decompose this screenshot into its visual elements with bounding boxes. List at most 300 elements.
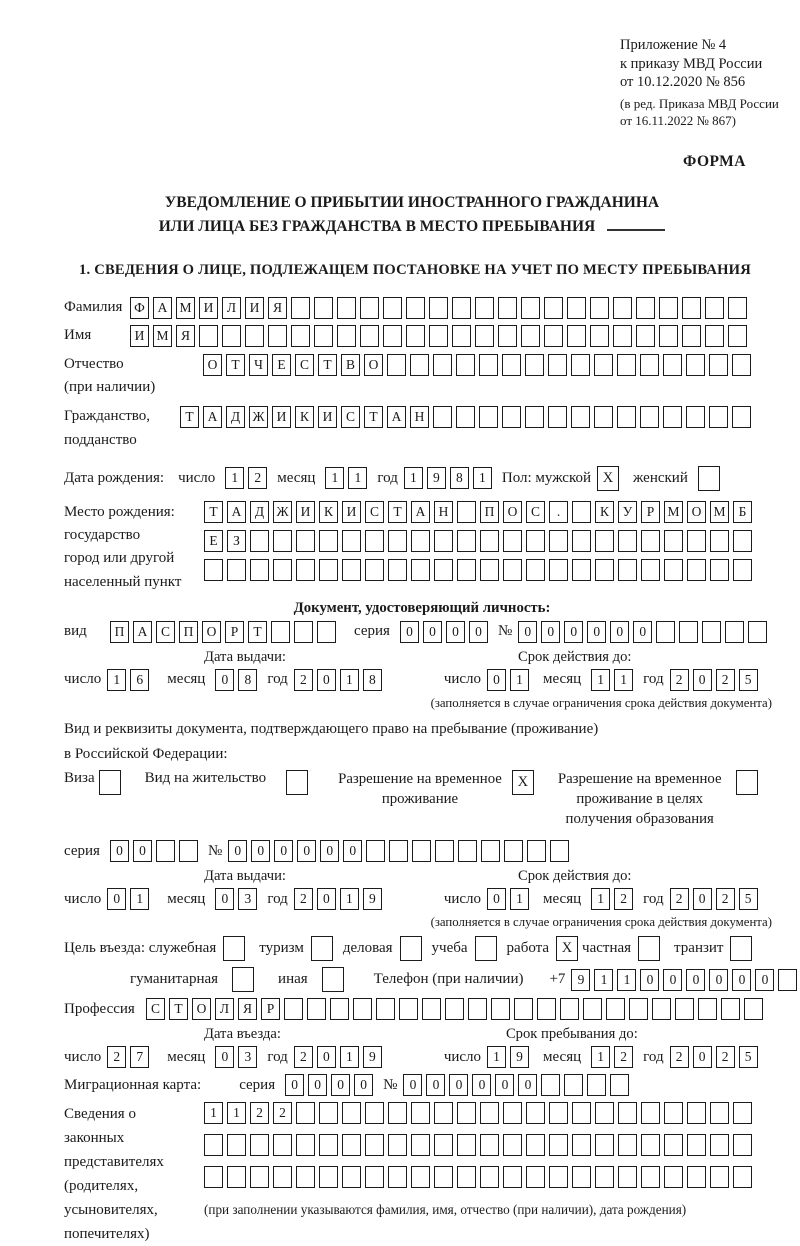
form-cell[interactable]: 0 xyxy=(308,1074,327,1096)
form-cell[interactable] xyxy=(548,406,567,428)
form-cell[interactable] xyxy=(456,354,475,376)
form-cell[interactable] xyxy=(406,297,425,319)
form-cell[interactable] xyxy=(342,1134,361,1156)
form-cell[interactable] xyxy=(686,406,705,428)
form-cell[interactable] xyxy=(250,1134,269,1156)
form-cell[interactable] xyxy=(387,354,406,376)
form-cell[interactable] xyxy=(572,530,591,552)
form-cell[interactable] xyxy=(314,297,333,319)
form-cell[interactable] xyxy=(475,297,494,319)
form-cell[interactable] xyxy=(525,406,544,428)
form-cell[interactable] xyxy=(629,998,648,1020)
form-cell[interactable]: 1 xyxy=(225,467,244,489)
form-cell[interactable]: 2 xyxy=(248,467,267,489)
form-cell[interactable]: В xyxy=(341,354,360,376)
form-cell[interactable]: 2 xyxy=(273,1102,292,1124)
form-cell[interactable]: 0 xyxy=(354,1074,373,1096)
form-cell[interactable]: 0 xyxy=(446,621,465,643)
form-cell[interactable] xyxy=(526,1166,545,1188)
form-cell[interactable] xyxy=(595,1102,614,1124)
form-cell[interactable] xyxy=(702,621,721,643)
form-cell[interactable] xyxy=(640,354,659,376)
form-cell[interactable] xyxy=(525,354,544,376)
form-cell[interactable]: 9 xyxy=(363,1046,382,1068)
form-cell[interactable] xyxy=(502,354,521,376)
form-cell[interactable] xyxy=(572,1102,591,1124)
form-cell[interactable] xyxy=(709,406,728,428)
form-cell[interactable]: 0 xyxy=(686,969,705,991)
form-cell[interactable] xyxy=(748,621,767,643)
form-cell[interactable] xyxy=(656,621,675,643)
form-cell[interactable] xyxy=(271,621,290,643)
form-cell[interactable] xyxy=(613,297,632,319)
form-cell[interactable]: Ч xyxy=(249,354,268,376)
form-cell[interactable]: 1 xyxy=(348,467,367,489)
form-cell[interactable] xyxy=(204,559,223,581)
form-cell[interactable]: 0 xyxy=(449,1074,468,1096)
form-cell[interactable]: Е xyxy=(204,530,223,552)
form-cell[interactable] xyxy=(541,1074,560,1096)
form-cell[interactable]: . xyxy=(549,501,568,523)
form-cell[interactable] xyxy=(640,406,659,428)
form-cell[interactable] xyxy=(322,967,344,992)
form-cell[interactable] xyxy=(273,1134,292,1156)
form-cell[interactable] xyxy=(411,1102,430,1124)
form-cell[interactable]: 0 xyxy=(487,888,506,910)
form-cell[interactable]: X xyxy=(556,936,578,961)
form-cell[interactable]: И xyxy=(296,501,315,523)
form-cell[interactable]: 1 xyxy=(487,1046,506,1068)
form-cell[interactable] xyxy=(733,1166,752,1188)
form-cell[interactable] xyxy=(521,325,540,347)
form-cell[interactable]: К xyxy=(295,406,314,428)
form-cell[interactable]: 0 xyxy=(343,840,362,862)
form-cell[interactable] xyxy=(434,1166,453,1188)
form-cell[interactable] xyxy=(250,559,269,581)
form-cell[interactable] xyxy=(273,559,292,581)
form-cell[interactable] xyxy=(457,559,476,581)
form-cell[interactable] xyxy=(613,325,632,347)
form-cell[interactable] xyxy=(590,297,609,319)
form-cell[interactable] xyxy=(457,530,476,552)
form-cell[interactable] xyxy=(618,1134,637,1156)
form-cell[interactable]: 0 xyxy=(487,669,506,691)
form-cell[interactable] xyxy=(503,1166,522,1188)
form-cell[interactable] xyxy=(365,1134,384,1156)
form-cell[interactable] xyxy=(376,998,395,1020)
form-cell[interactable] xyxy=(411,559,430,581)
form-cell[interactable]: 1 xyxy=(404,467,423,489)
form-cell[interactable] xyxy=(560,998,579,1020)
form-cell[interactable]: 0 xyxy=(633,621,652,643)
form-cell[interactable] xyxy=(411,530,430,552)
form-cell[interactable]: 0 xyxy=(610,621,629,643)
form-cell[interactable]: 0 xyxy=(709,969,728,991)
form-cell[interactable]: М xyxy=(176,297,195,319)
form-cell[interactable] xyxy=(475,936,497,961)
form-cell[interactable] xyxy=(710,559,729,581)
form-cell[interactable]: 0 xyxy=(541,621,560,643)
form-cell[interactable] xyxy=(400,936,422,961)
form-cell[interactable]: 0 xyxy=(400,621,419,643)
form-cell[interactable]: 0 xyxy=(317,669,336,691)
form-cell[interactable]: 0 xyxy=(320,840,339,862)
form-cell[interactable]: С xyxy=(365,501,384,523)
form-cell[interactable] xyxy=(406,325,425,347)
form-cell[interactable]: 2 xyxy=(294,1046,313,1068)
form-cell[interactable]: 0 xyxy=(518,1074,537,1096)
form-cell[interactable] xyxy=(296,559,315,581)
form-cell[interactable]: 0 xyxy=(693,669,712,691)
form-cell[interactable]: 0 xyxy=(215,669,234,691)
form-cell[interactable] xyxy=(456,406,475,428)
form-cell[interactable]: А xyxy=(203,406,222,428)
form-cell[interactable]: 2 xyxy=(670,888,689,910)
form-cell[interactable]: 9 xyxy=(571,969,590,991)
form-cell[interactable] xyxy=(319,559,338,581)
form-cell[interactable]: З xyxy=(227,530,246,552)
form-cell[interactable]: И xyxy=(130,325,149,347)
form-cell[interactable] xyxy=(682,325,701,347)
form-cell[interactable]: 0 xyxy=(317,888,336,910)
form-cell[interactable] xyxy=(365,1166,384,1188)
form-cell[interactable] xyxy=(296,1102,315,1124)
form-cell[interactable]: Т xyxy=(318,354,337,376)
form-cell[interactable] xyxy=(687,530,706,552)
form-cell[interactable] xyxy=(342,1102,361,1124)
form-cell[interactable]: 0 xyxy=(693,1046,712,1068)
form-cell[interactable] xyxy=(617,406,636,428)
form-cell[interactable]: И xyxy=(342,501,361,523)
form-cell[interactable] xyxy=(709,354,728,376)
form-cell[interactable]: 1 xyxy=(591,669,610,691)
form-cell[interactable] xyxy=(204,1134,223,1156)
form-cell[interactable]: 2 xyxy=(670,1046,689,1068)
form-cell[interactable]: Я xyxy=(238,998,257,1020)
form-cell[interactable] xyxy=(365,559,384,581)
form-cell[interactable]: 1 xyxy=(107,669,126,691)
form-cell[interactable]: 9 xyxy=(363,888,382,910)
form-cell[interactable]: А xyxy=(153,297,172,319)
form-cell[interactable] xyxy=(617,354,636,376)
form-cell[interactable]: А xyxy=(411,501,430,523)
form-cell[interactable] xyxy=(412,840,431,862)
form-cell[interactable] xyxy=(399,998,418,1020)
form-cell[interactable]: 0 xyxy=(564,621,583,643)
form-cell[interactable] xyxy=(705,325,724,347)
form-cell[interactable] xyxy=(682,297,701,319)
form-cell[interactable] xyxy=(728,297,747,319)
form-cell[interactable] xyxy=(468,998,487,1020)
form-cell[interactable]: 7 xyxy=(130,1046,149,1068)
form-cell[interactable] xyxy=(572,1134,591,1156)
form-cell[interactable] xyxy=(527,840,546,862)
form-cell[interactable] xyxy=(587,1074,606,1096)
form-cell[interactable] xyxy=(663,354,682,376)
form-cell[interactable]: 5 xyxy=(739,669,758,691)
form-cell[interactable] xyxy=(572,501,591,523)
form-cell[interactable]: С xyxy=(526,501,545,523)
form-cell[interactable] xyxy=(429,297,448,319)
form-cell[interactable] xyxy=(319,1102,338,1124)
form-cell[interactable]: 1 xyxy=(614,669,633,691)
form-cell[interactable] xyxy=(664,559,683,581)
form-cell[interactable] xyxy=(342,1166,361,1188)
form-cell[interactable] xyxy=(204,1166,223,1188)
form-cell[interactable] xyxy=(595,530,614,552)
form-cell[interactable]: С xyxy=(341,406,360,428)
form-cell[interactable] xyxy=(360,325,379,347)
form-cell[interactable]: П xyxy=(179,621,198,643)
form-cell[interactable]: 1 xyxy=(130,888,149,910)
form-cell[interactable]: 0 xyxy=(331,1074,350,1096)
form-cell[interactable] xyxy=(319,530,338,552)
form-cell[interactable]: М xyxy=(710,501,729,523)
form-cell[interactable]: Ж xyxy=(273,501,292,523)
form-cell[interactable] xyxy=(549,559,568,581)
form-cell[interactable] xyxy=(618,1102,637,1124)
form-cell[interactable] xyxy=(268,325,287,347)
form-cell[interactable]: С xyxy=(295,354,314,376)
form-cell[interactable] xyxy=(286,770,308,795)
form-cell[interactable] xyxy=(388,1166,407,1188)
form-cell[interactable] xyxy=(314,325,333,347)
form-cell[interactable] xyxy=(778,969,797,991)
form-cell[interactable] xyxy=(480,1166,499,1188)
form-cell[interactable] xyxy=(686,354,705,376)
form-cell[interactable] xyxy=(311,936,333,961)
form-cell[interactable]: 1 xyxy=(591,888,610,910)
form-cell[interactable] xyxy=(503,530,522,552)
form-cell[interactable]: Н xyxy=(410,406,429,428)
form-cell[interactable] xyxy=(687,1134,706,1156)
form-cell[interactable] xyxy=(728,325,747,347)
form-cell[interactable] xyxy=(526,1134,545,1156)
form-cell[interactable] xyxy=(330,998,349,1020)
form-cell[interactable] xyxy=(296,1134,315,1156)
form-cell[interactable]: 2 xyxy=(670,669,689,691)
form-cell[interactable]: У xyxy=(618,501,637,523)
form-cell[interactable] xyxy=(564,1074,583,1096)
form-cell[interactable]: 9 xyxy=(510,1046,529,1068)
form-cell[interactable] xyxy=(434,1134,453,1156)
form-cell[interactable] xyxy=(549,1102,568,1124)
form-cell[interactable] xyxy=(687,1166,706,1188)
form-cell[interactable]: С xyxy=(146,998,165,1020)
form-cell[interactable] xyxy=(434,530,453,552)
form-cell[interactable]: О xyxy=(203,354,222,376)
form-cell[interactable] xyxy=(610,1074,629,1096)
form-cell[interactable] xyxy=(223,936,245,961)
form-cell[interactable]: 1 xyxy=(340,669,359,691)
form-cell[interactable] xyxy=(433,354,452,376)
form-cell[interactable]: 6 xyxy=(130,669,149,691)
form-cell[interactable] xyxy=(732,354,751,376)
form-cell[interactable]: 5 xyxy=(739,1046,758,1068)
form-cell[interactable]: М xyxy=(664,501,683,523)
form-cell[interactable]: 0 xyxy=(251,840,270,862)
form-cell[interactable]: 1 xyxy=(510,888,529,910)
form-cell[interactable]: Т xyxy=(204,501,223,523)
form-cell[interactable] xyxy=(179,840,198,862)
form-cell[interactable] xyxy=(457,501,476,523)
form-cell[interactable] xyxy=(710,1134,729,1156)
form-cell[interactable] xyxy=(571,354,590,376)
form-cell[interactable] xyxy=(721,998,740,1020)
form-cell[interactable] xyxy=(663,406,682,428)
form-cell[interactable]: 1 xyxy=(473,467,492,489)
form-cell[interactable] xyxy=(549,530,568,552)
form-cell[interactable] xyxy=(652,998,671,1020)
form-cell[interactable] xyxy=(641,559,660,581)
form-cell[interactable] xyxy=(227,559,246,581)
form-cell[interactable] xyxy=(618,530,637,552)
form-cell[interactable]: И xyxy=(318,406,337,428)
form-cell[interactable]: Т xyxy=(169,998,188,1020)
form-cell[interactable]: 2 xyxy=(250,1102,269,1124)
form-cell[interactable] xyxy=(388,1134,407,1156)
form-cell[interactable] xyxy=(664,1166,683,1188)
form-cell[interactable]: 8 xyxy=(450,467,469,489)
form-cell[interactable] xyxy=(296,1166,315,1188)
form-cell[interactable]: 0 xyxy=(587,621,606,643)
form-cell[interactable]: 2 xyxy=(294,669,313,691)
form-cell[interactable]: Л xyxy=(222,297,241,319)
form-cell[interactable]: X xyxy=(597,466,619,491)
form-cell[interactable]: 0 xyxy=(215,1046,234,1068)
form-cell[interactable] xyxy=(733,559,752,581)
form-cell[interactable] xyxy=(457,1134,476,1156)
form-cell[interactable]: 2 xyxy=(716,888,735,910)
form-cell[interactable] xyxy=(537,998,556,1020)
form-cell[interactable] xyxy=(433,406,452,428)
form-cell[interactable] xyxy=(733,1102,752,1124)
form-cell[interactable] xyxy=(366,840,385,862)
form-cell[interactable] xyxy=(526,1102,545,1124)
form-cell[interactable] xyxy=(544,325,563,347)
form-cell[interactable] xyxy=(595,559,614,581)
form-cell[interactable]: 1 xyxy=(594,969,613,991)
form-cell[interactable] xyxy=(307,998,326,1020)
form-cell[interactable] xyxy=(641,530,660,552)
form-cell[interactable] xyxy=(675,998,694,1020)
form-cell[interactable] xyxy=(638,936,660,961)
form-cell[interactable]: А xyxy=(133,621,152,643)
form-cell[interactable] xyxy=(296,530,315,552)
form-cell[interactable]: Ж xyxy=(249,406,268,428)
form-cell[interactable]: Р xyxy=(261,998,280,1020)
form-cell[interactable] xyxy=(659,297,678,319)
form-cell[interactable] xyxy=(291,325,310,347)
form-cell[interactable]: 0 xyxy=(215,888,234,910)
form-cell[interactable]: 0 xyxy=(297,840,316,862)
form-cell[interactable] xyxy=(502,406,521,428)
form-cell[interactable] xyxy=(549,1166,568,1188)
form-cell[interactable]: К xyxy=(595,501,614,523)
form-cell[interactable] xyxy=(514,998,533,1020)
form-cell[interactable] xyxy=(567,325,586,347)
form-cell[interactable]: Ф xyxy=(130,297,149,319)
form-cell[interactable] xyxy=(389,840,408,862)
form-cell[interactable] xyxy=(411,1166,430,1188)
form-cell[interactable] xyxy=(498,297,517,319)
form-cell[interactable]: С xyxy=(156,621,175,643)
form-cell[interactable]: И xyxy=(199,297,218,319)
form-cell[interactable] xyxy=(594,354,613,376)
form-cell[interactable]: Д xyxy=(250,501,269,523)
form-cell[interactable]: Р xyxy=(225,621,244,643)
form-cell[interactable] xyxy=(664,1134,683,1156)
form-cell[interactable]: О xyxy=(364,354,383,376)
form-cell[interactable] xyxy=(429,325,448,347)
form-cell[interactable]: 2 xyxy=(107,1046,126,1068)
form-cell[interactable] xyxy=(479,354,498,376)
form-cell[interactable] xyxy=(571,406,590,428)
form-cell[interactable] xyxy=(583,998,602,1020)
form-cell[interactable] xyxy=(291,297,310,319)
form-cell[interactable] xyxy=(410,354,429,376)
form-cell[interactable]: А xyxy=(387,406,406,428)
form-cell[interactable] xyxy=(273,1166,292,1188)
form-cell[interactable] xyxy=(710,530,729,552)
form-cell[interactable] xyxy=(606,998,625,1020)
form-cell[interactable]: 1 xyxy=(510,669,529,691)
form-cell[interactable]: А xyxy=(227,501,246,523)
form-cell[interactable] xyxy=(572,1166,591,1188)
form-cell[interactable]: И xyxy=(272,406,291,428)
form-cell[interactable]: 3 xyxy=(238,888,257,910)
form-cell[interactable] xyxy=(480,1134,499,1156)
form-cell[interactable]: 0 xyxy=(228,840,247,862)
form-cell[interactable] xyxy=(411,1134,430,1156)
form-cell[interactable] xyxy=(388,559,407,581)
form-cell[interactable]: X xyxy=(512,770,534,795)
form-cell[interactable] xyxy=(250,1166,269,1188)
form-cell[interactable] xyxy=(550,840,569,862)
form-cell[interactable]: Т xyxy=(364,406,383,428)
form-cell[interactable]: 2 xyxy=(294,888,313,910)
form-cell[interactable]: П xyxy=(110,621,129,643)
form-cell[interactable] xyxy=(273,530,292,552)
form-cell[interactable] xyxy=(227,1134,246,1156)
form-cell[interactable] xyxy=(365,530,384,552)
form-cell[interactable] xyxy=(503,1102,522,1124)
form-cell[interactable]: 1 xyxy=(591,1046,610,1068)
form-cell[interactable]: 0 xyxy=(495,1074,514,1096)
form-cell[interactable] xyxy=(445,998,464,1020)
form-cell[interactable]: 0 xyxy=(693,888,712,910)
form-cell[interactable] xyxy=(457,1102,476,1124)
form-cell[interactable]: 0 xyxy=(472,1074,491,1096)
form-cell[interactable] xyxy=(245,325,264,347)
form-cell[interactable] xyxy=(434,559,453,581)
form-cell[interactable]: 0 xyxy=(317,1046,336,1068)
form-cell[interactable]: 0 xyxy=(426,1074,445,1096)
form-cell[interactable] xyxy=(457,1166,476,1188)
form-cell[interactable]: 0 xyxy=(285,1074,304,1096)
form-cell[interactable] xyxy=(736,770,758,795)
form-cell[interactable]: 1 xyxy=(204,1102,223,1124)
form-cell[interactable]: 0 xyxy=(107,888,126,910)
form-cell[interactable] xyxy=(435,840,454,862)
form-cell[interactable] xyxy=(360,297,379,319)
form-cell[interactable] xyxy=(475,325,494,347)
form-cell[interactable] xyxy=(725,621,744,643)
form-cell[interactable] xyxy=(383,325,402,347)
form-cell[interactable]: 2 xyxy=(614,1046,633,1068)
form-cell[interactable] xyxy=(337,297,356,319)
form-cell[interactable]: Т xyxy=(226,354,245,376)
